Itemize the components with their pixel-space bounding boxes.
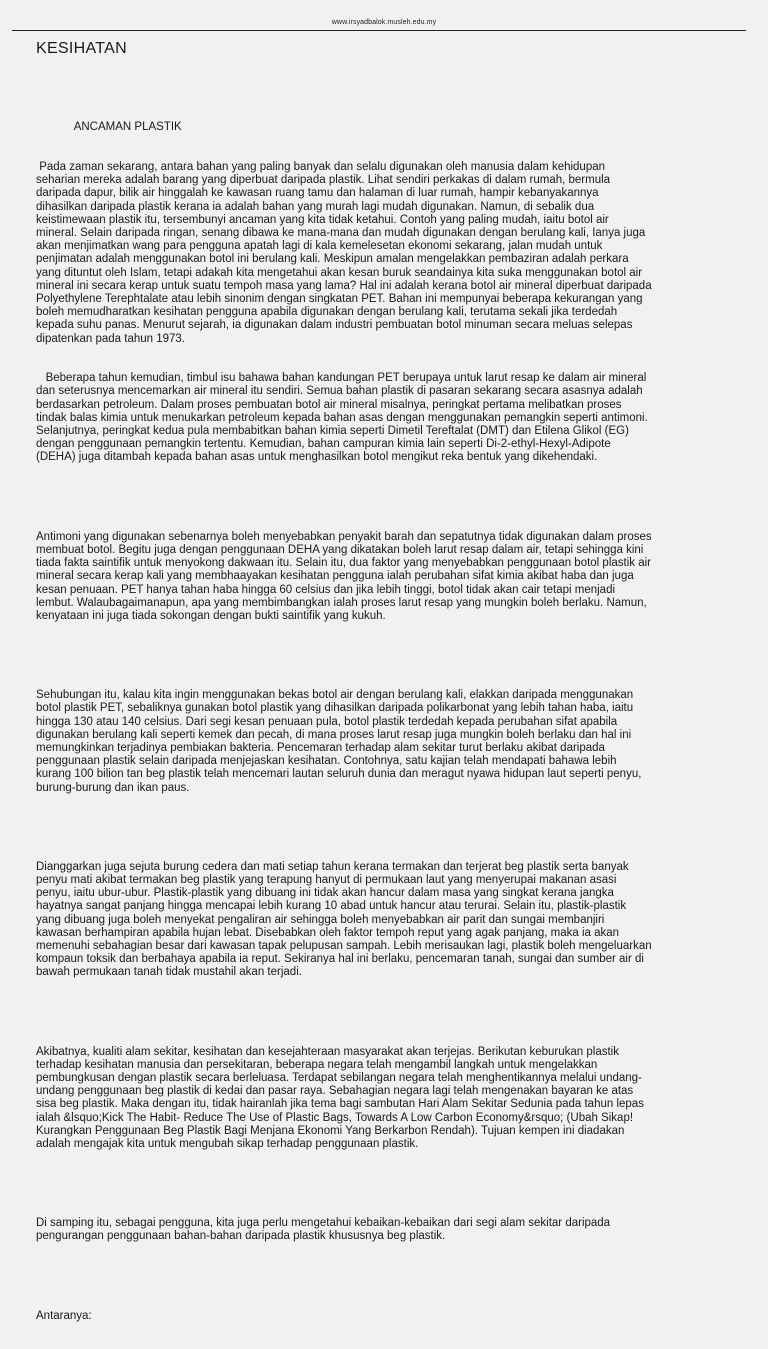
paragraph-spacer	[36, 1270, 748, 1283]
paragraph-6: Akibatnya, kualiti alam sekitar, kesihatan dan kesejahteraan masyarakat akan terjejas. Berikutan keburukan plastik terhadap kesihatan manusia dan persekitaran, beberapa negara telah mengambil langkah untuk mengelakkan pembungkusan dengan plastik secara berleluasa. Terdapat sebilangan negara telah menghentikannya melalui undang- undang penggunaan beg plastik di kedai dan pasar raya. Sebahagian negara lagi telah mengenakan bayaran ke atas sisa beg plastik. Maka dengan itu, tidak hairanlah jika tema bagi sambutan Hari Alam Sekitar Sedunia pada tahun lepas ialah &lsquo;Kick The Habit- Reduce The Use of Plastic Bags, Towards A Low Carbon Economy&rsquo; (Ubah Sikap! Kurangkan Penggunaan Beg Plastik Bagi Menjana Ekonomi Yang Berkarbon Rendah). Tujuan kempen ini diadakan adalah mengajak kita untuk mengubah sikap terhadap penggunaan plastik.	[36, 1045, 644, 1150]
document-body	[36, 95, 748, 1349]
paragraph-5: Dianggarkan juga sejuta burung cedera dan mati setiap tahun kerana termakan dan terjerat beg plastik serta banyak penyu mati akibat termakan beg plastik yang terapung hanyut di permukaan laut yang menyerupai makanan asasi penyu, iaitu ubur-ubur. Plastik-plastik yang dibuang ini tidak akan hancur dalam masa yang singkat kerana jangka hayatnya sangat panjang hingga mencapai lebih kurang 10 abad untuk hancur atau terurai. Selain itu, plastik-plastik yang dibuang juga boleh menyekat pengaliran air sehingga boleh menyebabkan air parit dan sungai membanjiri kawasan berhampiran apabila hujan lebat. Disebabkan oleh faktor tempoh reput yang agak panjang, maka ia akan memenuhi sebahagian besar dari kawasan tapak pelupusan sampah. Lebih merisaukan lagi, plastik boleh mengeluarkan kompaun toksik dan berbahaya apabila ia reput. Sekiranya hal ini berlaku, pencemaran tanah, sungai dan sumber air di bawah permukaan tanah tidak mustahil akan terjadi.	[36, 860, 652, 979]
site-url-header: www.irsyadbalok.musleh.edu.my	[331, 19, 437, 26]
paragraph-3: Antimoni yang digunakan sebenarnya boleh menyebabkan penyakit barah dan sepatutnya tidak digunakan dalam proses membuat botol. Begitu juga dengan penggunaan DEHA yang dikatakan boleh larut resap dalam air, tetapi sehingga kini tiada fakta saintifik untuk menyokong dakwaan itu. Selain itu, dua faktor yang menyebabkan penggunaan botol plastik air mineral secara kerap kali yang membhaayakan kesihatan pengguna ialah perubahan sifat kimia akibat haba dan juga kesan penuaan. PET hanya tahan haba hingga 60 celsius dan jika lebih tinggi, botol tidak akan cair tetapi menjadi lembut. Walaubagaimanapun, apa yang membimbangkan ialah proses larut resap yang mungkin boleh berlaku. Namun, kenyataan ini juga tiada sokongan dengan bukti saintifik yang kukuh.	[36, 530, 652, 622]
paragraph-spacer	[36, 1178, 748, 1191]
paragraph-1: Pada zaman sekarang, antara bahan yang paling banyak dan selalu digunakan oleh manusia dalam kehidupan seharian mereka adalah barang yang diperbuat daripada plastik. Lihat sendiri perkakas di dalam rumah, bermula daripada dapur, bilik air hinggalah ke kawasan ruang tamu dan halaman di luar rumah, hampir kebanyakannya dihasilkan daripada plastik kerana ia adalah bahan yang murah lagi mudah digunakan. Namun, di sebalik dua keistimewaan plastik itu, tersembunyi ancaman yang kita tidak ketahui. Contoh yang paling mudah, iaitu botol air mineral. Selain daripada ringan, senang dibawa ke mana-mana dan mudah digunakan dengan berulang kali, Ianya juga akan menjimatkan wang para pengguna apatah lagi di kala kemelesetan ekonomi sekarang, jalan mudah untuk penjimatan adalah menggunakan botol ini berulang kali. Meskipun amalan mengelakkan pembaziran adalah perkara yang dituntut oleh Islam, tetapi adakah kita mengetahui akan kesan buruk seandainya kita suka menggunakan botol air mineral ini secara kerap untuk suatu tempoh masa yang lama? Hal ini adalah kerana botol air mineral diperbuat daripada Polyethylene Terephtalate atau lebih sinonim dengan singkatan PET. Bahan ini mempunyai beberapa kekurangan yang boleh memudharatkan kesihatan pengguna apabila digunakan dengan berulang kali, terutama sekali jika terdedah kepada suhu panas. Menurut sejarah, ia digunakan dalam industri pembuatan botol minuman secara meluas selepas dipatenkan pada tahun 1973.	[36, 161, 652, 345]
document-title: KESIHATAN	[36, 40, 128, 57]
paragraph-2: Beberapa tahun kemudian, timbul isu bahawa bahan kandungan PET berupaya untuk larut resap ke dalam air mineral dan seterusnya mencemarkan air mineral itu sendiri. Semua bahan plastik di pasaran sekarang secara asasnya adalah berdasarkan petroleum. Dalam proses pembuatan botol air mineral misalnya, peringkat pertama melibatkan proses tindak balas kimia untuk menukarkan petroleum kepada bahan asas dengan menggunakan pemangkin seperti antimoni. Selanjutnya, peringkat kedua pula membabitkan bahan kimia seperti Dimetil Tereftalat (DMT) dan Etilena Glikol (EG) dengan penggunaan pemangkin tertentu. Kemudian, bahan campuran kimia lain seperti Di-2-ethyl-Hexyl-Adipote (DEHA) juga ditambah kepada bahan asas untuk menghasilkan botol mengikut reka bentuk yang dikehendaki.	[36, 372, 648, 464]
paragraph-spacer	[36, 821, 748, 834]
header-divider	[12, 30, 746, 31]
paragraph-spacer	[36, 491, 748, 504]
paragraph-spacer	[36, 650, 748, 663]
paragraph-8: Antaranya:	[36, 1309, 92, 1322]
paragraph-4: Sehubungan itu, kalau kita ingin menggunakan bekas botol air dengan berulang kali, elakkan daripada menggunakan botol plastik PET, sebaliknya gunakan botol plastik yang dihasilkan daripada polikarbonat yang lebih tahan haba, iaitu hingga 130 atau 140 celsius. Dari segi kesan penuaan pula, botol plastik terdedah kepada perubahan sifat apabila digunakan berulang kali seperti kemek dan pecah, di mana proses larut resap juga mungkin boleh berlaku dan hal ini memungkinkan terjadinya pembiakan bakteria. Pencemaran terhadap alam sekitar turut berlaku akibat daripada penggunaan plastik selain daripada menjejaskan kesihatan. Contohnya, satu kajian telah mendapati bahawa lebih kurang 100 bilion tan beg plastik telah mencemari lautan seluruh dunia dan meragut nyawa hidupan laut seperti penyu, burung-burung dan ikan paus.	[36, 689, 642, 794]
section-heading: ANCAMAN PLASTIK	[36, 121, 182, 134]
paragraph-spacer	[36, 1006, 748, 1019]
paragraph-7: Di samping itu, sebagai pengguna, kita juga perlu mengetahui kebaikan-kebaikan dari segi alam sekitar daripada pengurangan penggunaan bahan-bahan daripada plastik khususnya beg plastik.	[36, 1217, 611, 1243]
